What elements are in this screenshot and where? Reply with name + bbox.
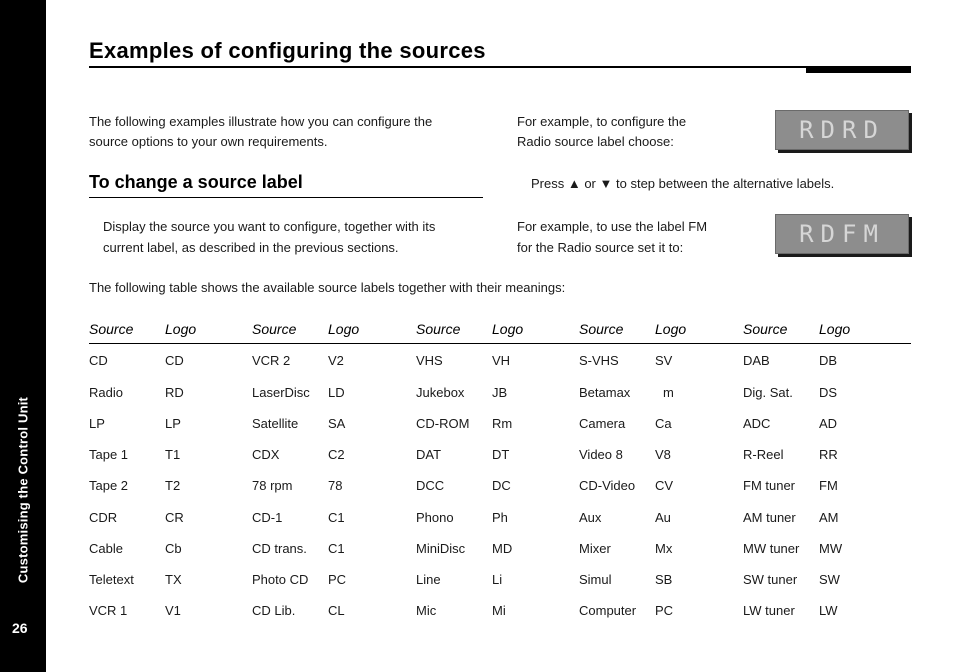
source-cell: CD Lib. [252, 603, 296, 618]
source-cell: MW tuner [743, 541, 800, 556]
logo-cell: SW [819, 572, 840, 587]
source-cell: Teletext [89, 572, 134, 587]
step-middle: or [580, 176, 600, 191]
logo-cell: Au [655, 510, 671, 525]
step-suffix: to step between the alternative labels. [612, 176, 835, 191]
source-cell: CD [89, 353, 108, 368]
source-cell: Photo CD [252, 572, 309, 587]
source-cell: Simul [579, 572, 612, 587]
logo-cell: SV [655, 353, 673, 368]
logo-cell: AM [819, 510, 839, 525]
example-label-paragraph [517, 112, 686, 152]
source-cell: Camera [579, 416, 626, 431]
page-number: 26 [12, 620, 28, 636]
table-intro: The following table shows the available source labels together with their meanings: [89, 280, 566, 295]
logo-cell: CD [165, 353, 184, 368]
source-cell: CDR [89, 510, 118, 525]
logo-cell: FM [819, 478, 838, 493]
example-label-line: For example, to configure the [517, 114, 687, 129]
header-source: Source [252, 321, 297, 337]
logo-cell: CV [655, 478, 674, 493]
header-logo: Logo [165, 321, 197, 337]
example-fm-line: for the Radio source set it to: [517, 240, 684, 255]
down-arrow-icon: ▼ [599, 176, 613, 191]
logo-cell: VH [492, 353, 511, 368]
logo-cell: Ph [492, 510, 508, 525]
example-fm-line: For example, to use the label FM [517, 219, 708, 234]
source-cell: LaserDisc [252, 385, 310, 400]
source-cell: CD trans. [252, 541, 307, 556]
logo-cell: Ca [655, 416, 672, 431]
intro-line: The following examples illustrate how you can configure the [89, 114, 433, 129]
logo-cell: PC [655, 603, 674, 618]
intro-line: source options to your own requirements. [89, 134, 328, 149]
logo-cell: T2 [165, 478, 181, 493]
subheading: To change a source label [89, 172, 303, 192]
header-logo: Logo [819, 321, 851, 337]
source-cell: LW tuner [743, 603, 795, 618]
logo-cell: m [663, 385, 674, 400]
logo-cell: RR [819, 447, 838, 462]
source-cell: Mixer [579, 541, 611, 556]
logo-cell: V8 [655, 447, 671, 462]
logo-cell: 78 [328, 478, 343, 493]
header-source: Source [743, 321, 788, 337]
source-cell: Betamax [579, 385, 631, 400]
source-cell: Tape 2 [89, 478, 129, 493]
example-label-line: Radio source label choose: [517, 134, 674, 149]
logo-cell: DT [492, 447, 510, 462]
source-cell: VCR 2 [252, 353, 291, 368]
source-cell: CD-ROM [416, 416, 470, 431]
logo-cell: LW [819, 603, 838, 618]
header-source: Source [579, 321, 624, 337]
logo-cell: JB [492, 385, 508, 400]
step-prefix: Press [531, 176, 568, 191]
subheading-rule [89, 197, 483, 198]
header-logo: Logo [492, 321, 524, 337]
source-cell: Computer [579, 603, 637, 618]
header-logo: Logo [328, 321, 360, 337]
source-cell: Aux [579, 510, 602, 525]
logo-cell: C1 [328, 541, 345, 556]
source-cell: Jukebox [416, 385, 465, 400]
source-cell: Video 8 [579, 447, 623, 462]
source-cell: Dig. Sat. [743, 385, 793, 400]
title-rule [89, 66, 911, 68]
logo-cell: V2 [328, 353, 344, 368]
logo-cell: LD [328, 385, 345, 400]
source-cell: Radio [89, 385, 123, 400]
logo-cell: Cb [165, 541, 182, 556]
source-cell: DAT [416, 447, 442, 462]
logo-cell: CR [165, 510, 184, 525]
source-cell: Line [416, 572, 441, 587]
logo-cell: C1 [328, 510, 345, 525]
display-instruction-paragraph [103, 216, 435, 258]
logo-cell: CL [328, 603, 345, 618]
logo-cell: MW [819, 541, 843, 556]
logo-cell: C2 [328, 447, 345, 462]
source-cell: R-Reel [743, 447, 784, 462]
source-cell: Tape 1 [89, 447, 129, 462]
header-logo: Logo [655, 321, 687, 337]
source-cell: FM tuner [743, 478, 796, 493]
lcd-display-rdrd: RDRD [775, 110, 909, 150]
logo-cell: SB [655, 572, 673, 587]
source-cell: Mic [416, 603, 437, 618]
source-cell: ADC [743, 416, 771, 431]
source-cell: VHS [416, 353, 443, 368]
logo-cell: V1 [165, 603, 181, 618]
source-cell: CD-1 [252, 510, 283, 525]
logo-cell: LP [165, 416, 181, 431]
source-cell: Cable [89, 541, 123, 556]
source-cell: DAB [743, 353, 770, 368]
display-instruction-line: current label, as described in the previous sections. [103, 240, 399, 255]
table-header-rule [89, 343, 911, 344]
header-source: Source [416, 321, 461, 337]
source-cell: CD-Video [579, 478, 636, 493]
logo-cell: SA [328, 416, 346, 431]
lcd-display-rdfm: RDFM [775, 214, 909, 254]
up-arrow-icon: ▲ [567, 176, 581, 191]
source-cell: Phono [416, 510, 454, 525]
page-title: Examples of configuring the sources [89, 38, 486, 63]
source-cell: 78 rpm [252, 478, 293, 493]
source-cell: CDX [252, 447, 280, 462]
example-fm-paragraph [517, 216, 707, 258]
logo-cell: T1 [165, 447, 181, 462]
section-label: Customising the Control Unit [15, 396, 31, 584]
title-accent-bar [806, 66, 911, 73]
source-cell: S-VHS [579, 353, 619, 368]
logo-cell: TX [165, 572, 182, 587]
logo-cell: Rm [492, 416, 513, 431]
logo-cell: MD [492, 541, 513, 556]
header-source: Source [89, 321, 134, 337]
logo-cell: Mx [655, 541, 673, 556]
logo-cell: Mi [492, 603, 506, 618]
logo-cell: DB [819, 353, 838, 368]
logo-cell: PC [328, 572, 347, 587]
source-cell: VCR 1 [89, 603, 128, 618]
source-cell: SW tuner [743, 572, 798, 587]
source-cell: LP [89, 416, 105, 431]
source-cell: AM tuner [743, 510, 796, 525]
source-cell: DCC [416, 478, 445, 493]
source-cell: MiniDisc [416, 541, 466, 556]
logo-cell: DS [819, 385, 838, 400]
logo-cell: Li [492, 572, 503, 587]
sidebar-strip [0, 0, 46, 672]
source-cell: Satellite [252, 416, 299, 431]
intro-paragraph [89, 112, 432, 152]
step-paragraph [531, 174, 834, 194]
logo-cell: RD [165, 385, 184, 400]
logo-cell: DC [492, 478, 511, 493]
display-instruction-line: Display the source you want to configure, together with its [103, 219, 436, 234]
logo-cell: AD [819, 416, 838, 431]
